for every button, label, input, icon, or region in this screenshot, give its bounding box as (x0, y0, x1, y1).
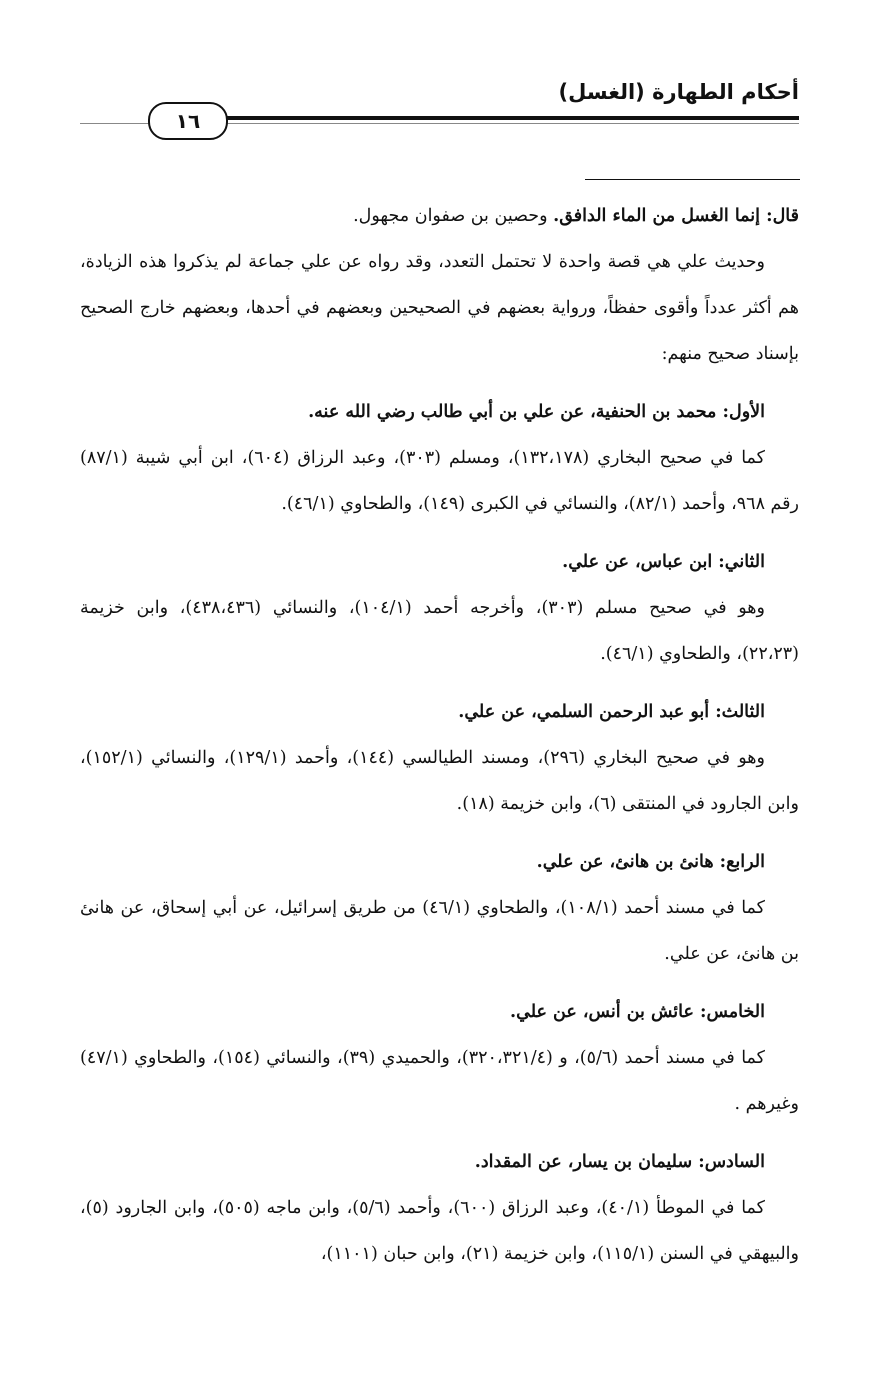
header-title: أحكام الطهارة (الغسل) (558, 80, 799, 104)
section-heading: السادس: سليمان بن يسار، عن المقداد. (474, 1152, 765, 1172)
page-number: ١٦ (148, 102, 228, 140)
section-text: وهو في صحيح مسلم (٣٠٣)، وأخرجه أحمد (١٠٤/١)، والنسائي (٤٣٨،٤٣٦)، وابن خزيمة (٢٢،٢٣)، والطحاوي (٤٦/١). (80, 598, 799, 664)
section-heading: الثالث: أبو عبد الرحمن السلمي، عن علي. (458, 702, 765, 722)
page-body (80, 193, 799, 1277)
section-heading: الأول: محمد بن الحنفية، عن علي بن أبي طالب رضي الله عنه. (308, 402, 765, 422)
section-text: كما في صحيح البخاري (١٣٢،١٧٨)، ومسلم (٣٠٣)، وعبد الرزاق (٦٠٤)، ابن أبي شيبة (٨٧/١) رقم ٩٦٨، وأحمد (٨٢/١)، والنسائي في الكبرى (١٤٩)، والطحاوي (٤٦/١). (80, 448, 799, 514)
paragraph-intro (80, 193, 799, 239)
section-heading: الخامس: عائش بن أنس، عن علي. (510, 1002, 765, 1022)
quote-text: وحصين بن صفوان مجهول. (353, 206, 554, 226)
quote-label: قال: إنما الغسل من الماء الدافق. (553, 206, 799, 226)
section-text: كما في مسند أحمد (١٠٨/١)، والطحاوي (٤٦/١) من طريق إسرائيل، عن أبي إسحاق، عن هانئ بن هانئ، عن علي. (80, 898, 799, 964)
section-heading: الثاني: ابن عباس، عن علي. (562, 552, 765, 572)
section-text: وهو في صحيح البخاري (٢٩٦)، ومسند الطيالسي (١٤٤)، وأحمد (١٢٩/١)، والنسائي (١٥٢/١)، وابن الجارود في المنتقى (٦)، وابن خزيمة (١٨). (80, 748, 799, 814)
footnote-separator (585, 179, 800, 180)
paragraph-hadith-ali: وحديث علي هي قصة واحدة لا تحتمل التعدد، وقد رواه عن علي جماعة لم يذكروا هذه الزيادة، هم أكثر عدداً وأقوى حفظاً، ورواية بعضهم في الصحيحين وبعضهم في أحدها، وبعضهم خارج الصحيح بإسناد صحيح منهم: (80, 252, 799, 364)
section-text: كما في الموطأ (٤٠/١)، وعبد الرزاق (٦٠٠)، وأحمد (٥/٦)، وابن ماجه (٥٠٥)، وابن الجارود (٥)، والبيهقي في السنن (١١٥/١)، وابن خزيمة (٢١)، وابن حبان (١١٠١)، (80, 1198, 799, 1264)
section-heading: الرابع: هانئ بن هانئ، عن علي. (536, 852, 765, 872)
running-header (80, 78, 799, 138)
section-text: كما في مسند أحمد (٥/٦)، و (٣٢٠،٣٢١/٤)، والحميدي (٣٩)، والنسائي (١٥٤)، والطحاوي (٤٧/١) وغيرهم . (80, 1048, 799, 1114)
header-rule (160, 116, 799, 120)
